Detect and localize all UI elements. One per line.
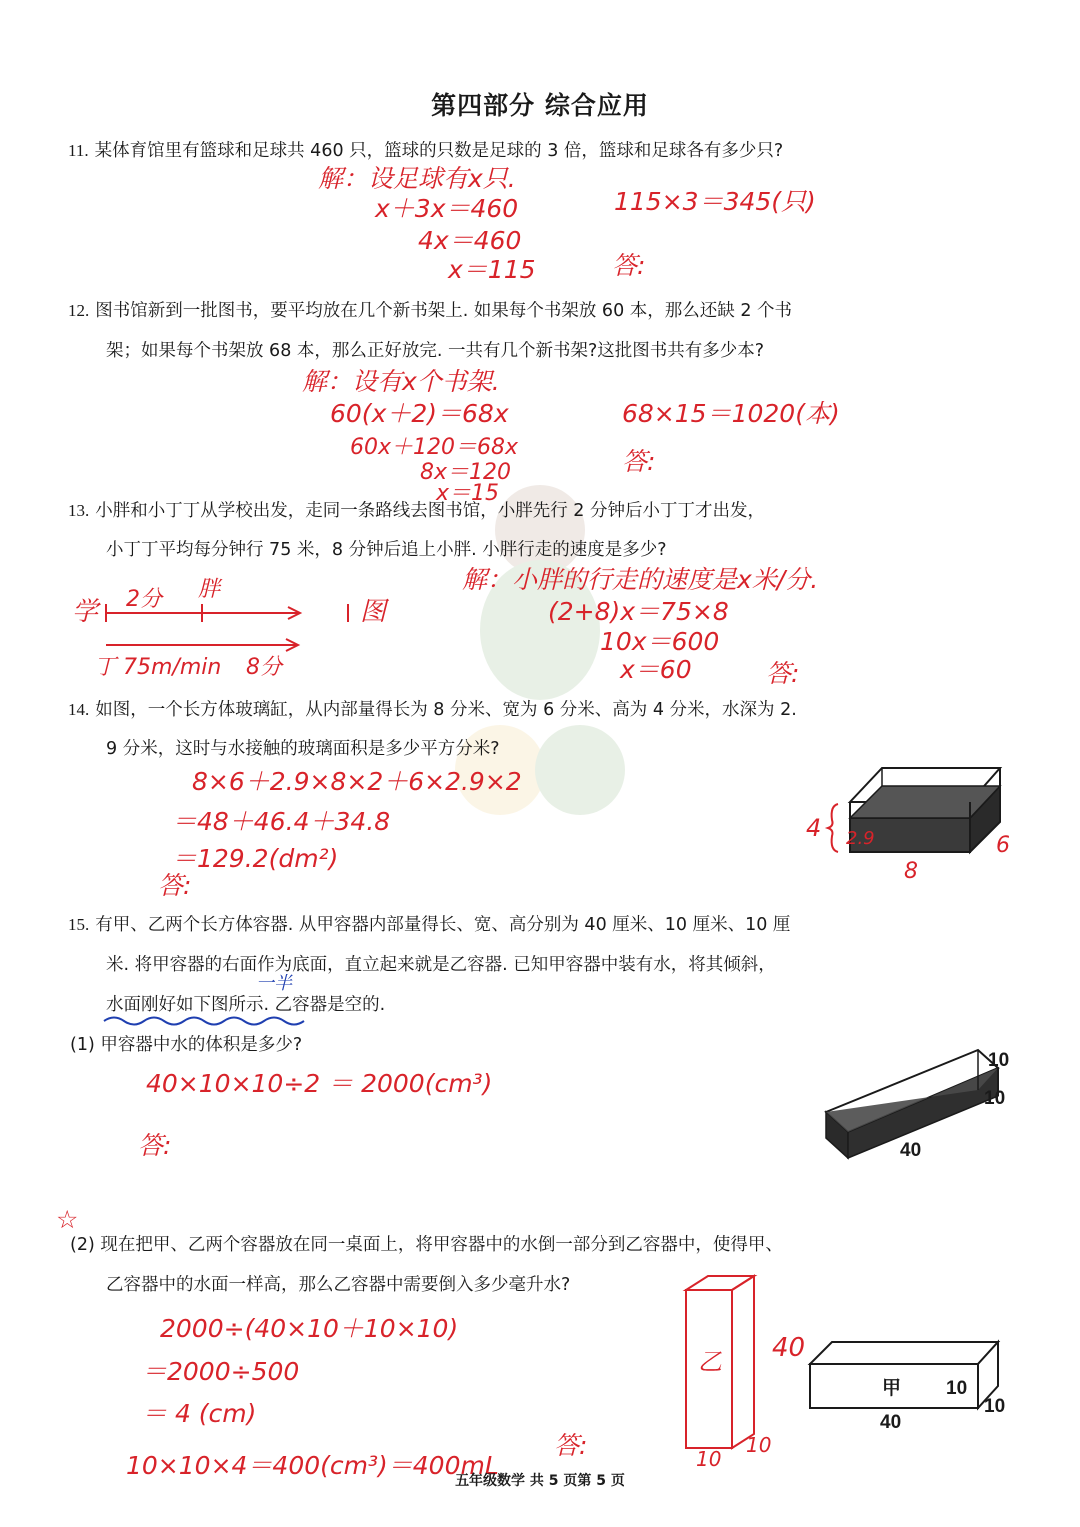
container-yi-width: 10 bbox=[696, 1447, 722, 1471]
hw-line: x＝15 bbox=[436, 481, 500, 506]
hw-line: 68×15＝1020(本) bbox=[622, 399, 840, 428]
hw-line: ＝48＋46.4＋34.8 bbox=[172, 807, 391, 836]
question-number: 14. bbox=[68, 700, 90, 719]
hw-line: (2+8)x＝75×8 bbox=[548, 597, 729, 626]
page-footer: 五年级数学 共 5 页第 5 页 bbox=[455, 1473, 625, 1489]
tank-height-label: 4 bbox=[806, 814, 822, 842]
hw-line: 8x＝120 bbox=[420, 460, 512, 485]
tank-depth-label: 2.9 bbox=[846, 828, 875, 849]
diagram-label-8min: 8分 bbox=[246, 655, 282, 680]
hw-answer: 答: bbox=[622, 447, 656, 476]
hw-line: 115×3＝345(只) bbox=[614, 187, 816, 216]
question-13-line-2: 小丁丁平均每分钟行 75 米，8 分钟后追上小胖. 小胖行走的速度是多少? bbox=[106, 540, 667, 560]
wavy-underline bbox=[100, 1014, 310, 1028]
hw-line: x＝115 bbox=[448, 255, 536, 284]
glass-tank-figure bbox=[800, 760, 1020, 885]
hw-line: 8×6＋2.9×8×2＋6×2.9×2 bbox=[192, 767, 522, 796]
hw-line: 解：小胖的行走的速度是x米/分. bbox=[462, 565, 819, 594]
section-title: 第四部分 综合应用 bbox=[431, 91, 649, 120]
diagram-label-2min: 2分 bbox=[126, 587, 162, 612]
hw-line: 40×10×10÷2 ＝ 2000(cm³) bbox=[146, 1069, 493, 1098]
tilted-container-figure bbox=[808, 1040, 1028, 1165]
question-14-line-2: 9 分米，这时与水接触的玻璃面积是多少平方分米? bbox=[106, 739, 500, 759]
question-text: 小胖和小丁丁从学校出发，走同一条路线去图书馆，小胖先行 2 分钟后小丁丁才出发， bbox=[95, 501, 766, 521]
hw-note: 一半 bbox=[256, 973, 292, 994]
question-13 bbox=[68, 500, 765, 522]
tilted-label-side: 10 bbox=[984, 1088, 1006, 1109]
hw-answer: 答: bbox=[766, 659, 800, 688]
hw-line: 60x＋120＝68x bbox=[350, 435, 519, 460]
hw-line: ＝129.2(dm²) bbox=[172, 844, 339, 873]
hw-line: 10x＝600 bbox=[600, 627, 720, 656]
question-12 bbox=[68, 300, 792, 322]
question-14 bbox=[68, 699, 797, 721]
tank-width-label: 6 bbox=[996, 833, 1010, 858]
question-12-line-2: 架；如果每个书架放 68 本，那么正好放完. 一共有几个新书架?这批图书共有多少本? bbox=[106, 341, 765, 361]
hw-line: ＝ 4 (cm) bbox=[142, 1399, 257, 1428]
hw-answer: 答: bbox=[554, 1431, 588, 1460]
star-mark: ☆ bbox=[56, 1205, 79, 1234]
container-jia-label: 甲 bbox=[882, 1378, 902, 1399]
hw-line: 解：设足球有x只. bbox=[318, 164, 516, 193]
hw-answer: 答: bbox=[138, 1131, 172, 1160]
container-jia-width: 10 bbox=[984, 1396, 1006, 1417]
sub-question-2: (2) 现在把甲、乙两个容器放在同一桌面上，将甲容器中的水倒一部分到乙容器中，使得甲、 bbox=[70, 1235, 783, 1255]
question-number: 12. bbox=[68, 301, 90, 320]
question-number: 15. bbox=[68, 915, 90, 934]
container-yi-height: 40 bbox=[772, 1333, 806, 1363]
sub-question-2-line-2: 乙容器中的水面一样高，那么乙容器中需要倒入多少毫升水? bbox=[106, 1275, 571, 1295]
question-text: 如图，一个长方体玻璃缸，从内部量得长为 8 分米、宽为 6 分米、高为 4 分米，水深为 2. bbox=[95, 700, 797, 720]
hw-line: 10×10×4＝400(cm³)＝400mL bbox=[126, 1451, 499, 1480]
hw-answer: 答: bbox=[158, 871, 192, 900]
hw-line: 2000÷(40×10＋10×10) bbox=[160, 1314, 459, 1343]
diagram-label-pang: 胖 bbox=[198, 577, 221, 602]
container-jia-height: 10 bbox=[946, 1378, 968, 1399]
question-15 bbox=[68, 914, 790, 936]
question-15-line-2: 米. 将甲容器的右面作为底面，直立起来就是乙容器. 已知甲容器中装有水，将其倾斜， bbox=[106, 955, 776, 975]
hw-line: 4x＝460 bbox=[418, 226, 522, 255]
diagram-label-end: 图 bbox=[360, 597, 387, 627]
question-text: 图书馆新到一批图书，要平均放在几个新书架上. 如果每个书架放 60 本，那么还缺 2 个书 bbox=[95, 301, 793, 321]
line-segment-diagram bbox=[68, 570, 418, 685]
tilted-label-length: 40 bbox=[900, 1140, 922, 1161]
container-yi-figure bbox=[676, 1272, 816, 1472]
question-15-line-3: 水面刚好如下图所示. 乙容器是空的. bbox=[106, 995, 386, 1015]
hw-line: x＋3x＝460 bbox=[375, 194, 519, 223]
diagram-label-start: 学 bbox=[72, 597, 99, 627]
sub-question-1: (1) 甲容器中水的体积是多少? bbox=[70, 1035, 303, 1055]
hw-line: 60(x＋2)＝68x bbox=[330, 399, 509, 428]
tilted-label-top: 10 bbox=[988, 1050, 1010, 1071]
hw-line: x＝60 bbox=[620, 655, 692, 684]
hw-line: 解：设有x个书架. bbox=[302, 367, 500, 396]
container-jia-figure bbox=[800, 1336, 1025, 1436]
tank-length-label: 8 bbox=[904, 859, 918, 884]
question-number: 13. bbox=[68, 501, 90, 520]
question-text: 某体育馆里有篮球和足球共 460 只，篮球的只数是足球的 3 倍，篮球和足球各有多少只? bbox=[94, 141, 784, 161]
hw-answer: 答: bbox=[612, 251, 646, 280]
container-jia-length: 40 bbox=[880, 1412, 902, 1433]
container-yi-label: 乙 bbox=[698, 1348, 722, 1376]
diagram-label-ding: 丁 75m/min bbox=[94, 655, 222, 680]
watermark-figure bbox=[440, 470, 640, 870]
question-11 bbox=[68, 140, 783, 162]
hw-line: ＝2000÷500 bbox=[142, 1357, 300, 1386]
question-number: 11. bbox=[68, 141, 89, 160]
question-text: 有甲、乙两个长方体容器. 从甲容器内部量得长、宽、高分别为 40 厘米、10 厘米、10 厘 bbox=[95, 915, 791, 935]
container-yi-depth: 10 bbox=[746, 1433, 772, 1457]
